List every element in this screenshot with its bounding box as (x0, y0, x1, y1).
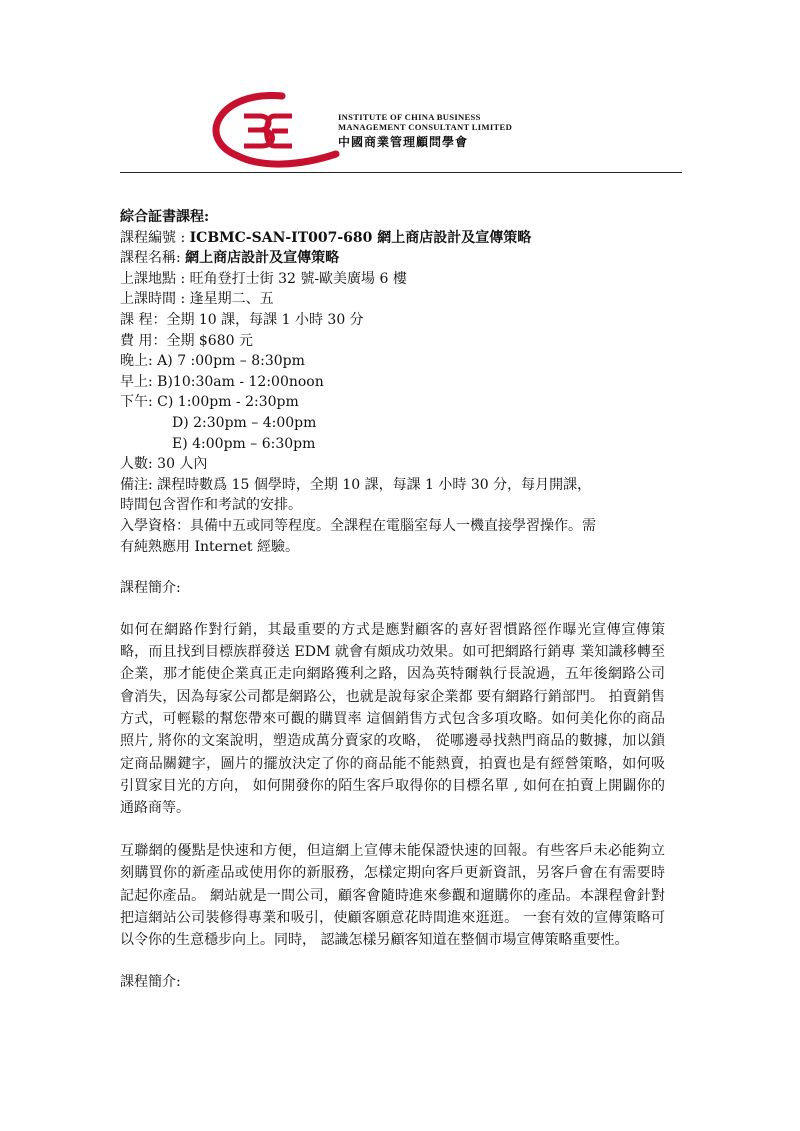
intro-paragraph-2: 互聯網的優點是快速和方便，但這網上宣傳未能保證快速的回報。有些客戶未必能夠立刻購買你的新產品或使用你的新服務，怎樣定期向客戶更新資訊，另客戶會在有需要時記起你產品。 網站就是一間公司，顧客會隨時進來參觀和遛購你的產品。本課程會針對把這網站公司裝修得專業和吸引，使顧客願意花時間進來逛逛。 一套有效的宣傳策略可以令你的生意穩步向上。同時， 認識怎樣另顧客知道在整個市場宣傳策略重要性。 (120, 843, 665, 949)
course-code (120, 228, 680, 249)
institute-logo (200, 92, 340, 172)
intro-heading: 課程簡介: (120, 579, 181, 596)
course-time: 上課時間 : 逢星期二、五 (120, 291, 274, 308)
course-name (120, 248, 680, 269)
course-code-value: ICBMC-SAN-IT007-680 網上商店設計及宣傳策略 (189, 229, 532, 246)
session-c: 下午: C) 1:00pm - 2:30pm (120, 394, 299, 411)
course-location: 上課地點 : 旺角登打士街 32 號-歐美廣場 6 樓 (120, 270, 407, 287)
course-code-label: 課程編號 : (120, 229, 190, 246)
intro-paragraph-1: 如何在網路作對行銷，其最重要的方式是應對顧客的喜好習慣路徑作曝光宣傳宣傳策略，而且找到目標族群發送 EDM 就會有頗成功效果。如可把網路行銷專 業知識移轉至企業，那才能使企業真正走向網路獲利之路，因為英特爾執行長說過，五年後網路公司會消失，因為每家公司都是網路公，也就是說每家企業都 要有網路行銷部門。 拍賣銷售方式，可輕鬆的幫您帶來可觀的購買率 這個銷售方式包含多項攻略。如何美化你的商品照片, 將你的文案說明，塑造成萬分賣家的攻略， 從哪邊尋找熱門商品的數據，加以鎖定商品關鍵字，圖片的擺放決定了你的商品能不能熱賣，拍賣也是有經營策略，如何吸引買家目光的方向， 如何開發你的陌生客戶取得你的目標名單 , 如何在拍賣上開闢你的通路商等。 (120, 621, 665, 817)
course-lessons: 課 程：全期 10 課，每課 1 小時 30 分 (120, 311, 364, 328)
course-fee: 費 用：全期 $680 元 (120, 332, 253, 349)
session-d: D) 2:30pm – 4:00pm (172, 414, 317, 431)
institute-name-en-line1: INSTITUTE OF CHINA BUSINESS (338, 112, 481, 122)
course-capacity: 人數: 30 人內 (120, 456, 208, 473)
course-remarks-line2: 時間包含習作和考試的安排。 (120, 497, 302, 514)
session-a: 晚上: A) 7 :00pm – 8:30pm (120, 353, 305, 370)
intro-heading-2: 課程簡介: (120, 974, 181, 991)
document-body (120, 207, 680, 993)
institute-name-zh: 中國商業管理顧問學會 (338, 135, 469, 149)
entry-requirements-line2: 有純熟應用 Internet 經驗。 (120, 538, 299, 555)
course-remarks-line1: 備注: 課程時數爲 15 個學時，全期 10 課，每課 1 小時 30 分，每月開課， (120, 476, 592, 493)
course-name-value: 網上商店設計及宣傳策略 (185, 250, 340, 267)
session-b: 早上: B)10:30am - 12:00noon (120, 373, 324, 390)
institute-name (338, 112, 512, 150)
course-name-label: 課程名稱: (120, 250, 186, 267)
entry-requirements-line1: 入學資格：具備中五或同等程度。全課程在電腦室每人一機直接學習操作。需 (120, 517, 596, 534)
header-divider (120, 172, 682, 173)
session-e: E) 4:00pm – 6:30pm (172, 435, 316, 452)
institute-name-en-line2: MANAGEMENT CONSULTANT LIMITED (338, 122, 513, 132)
course-heading: 綜合証書課程: (120, 209, 210, 225)
